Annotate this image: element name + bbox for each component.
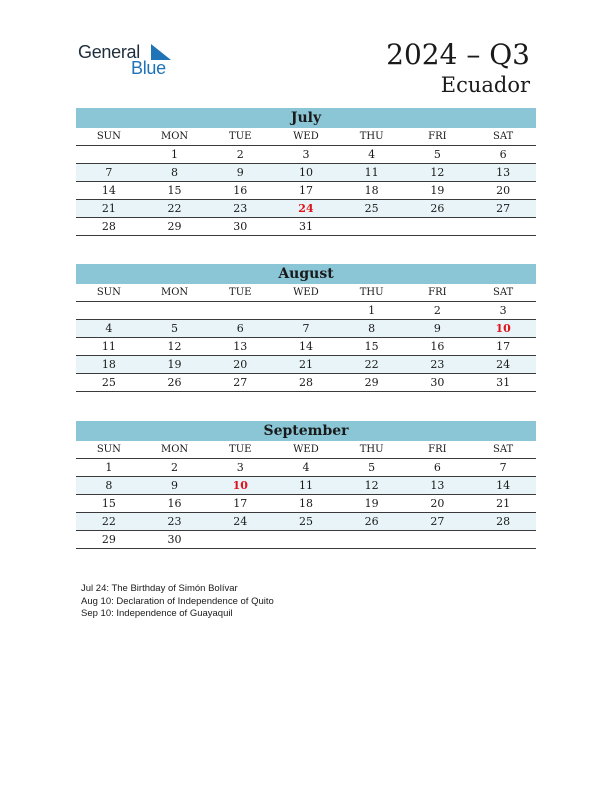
week-row [76, 302, 536, 320]
day-cell: 16 [142, 495, 208, 513]
weekday-label: THU [359, 131, 384, 142]
day-cell: 25 [273, 513, 339, 531]
day-cell: 5 [339, 459, 405, 477]
day-cell [142, 302, 208, 320]
holiday-notes [81, 583, 274, 621]
weekday-header-row [76, 284, 536, 302]
weekday-label: FRI [428, 287, 447, 298]
day-cell: 24 [273, 200, 339, 218]
day-cell: 21 [470, 495, 536, 513]
week-row [76, 320, 536, 338]
day-cell: 14 [470, 477, 536, 495]
day-cell [405, 531, 471, 549]
month-table [76, 284, 536, 392]
day-cell: 26 [339, 513, 405, 531]
month-calendar-july [76, 108, 536, 236]
day-cell [207, 302, 273, 320]
day-cell: 20 [207, 356, 273, 374]
weekday-label: MON [160, 444, 189, 455]
day-cell: 19 [339, 495, 405, 513]
day-cell: 29 [76, 531, 142, 549]
day-cell: 4 [339, 146, 405, 164]
day-cell: 7 [273, 320, 339, 338]
day-cell: 29 [142, 218, 208, 236]
month-table [76, 128, 536, 236]
day-cell: 16 [207, 182, 273, 200]
day-cell: 22 [76, 513, 142, 531]
country-name: Ecuador [440, 73, 530, 97]
week-row [76, 459, 536, 477]
day-cell: 22 [142, 200, 208, 218]
day-cell [470, 218, 536, 236]
holiday-note: Aug 10: Declaration of Independence of Quito [81, 595, 274, 607]
day-cell [207, 531, 273, 549]
day-cell: 14 [76, 182, 142, 200]
weekday-label: THU [359, 287, 384, 298]
weekday-label: SAT [493, 131, 514, 142]
weekday-label: MON [160, 287, 189, 298]
weekday-header-row [76, 128, 536, 146]
day-cell: 5 [142, 320, 208, 338]
day-cell: 8 [76, 477, 142, 495]
logo-general-text: General [78, 42, 140, 62]
week-row [76, 495, 536, 513]
day-cell: 7 [470, 459, 536, 477]
day-cell: 18 [76, 356, 142, 374]
day-cell: 9 [142, 477, 208, 495]
day-cell: 17 [273, 182, 339, 200]
day-cell: 30 [207, 218, 273, 236]
week-row [76, 477, 536, 495]
day-cell: 11 [76, 338, 142, 356]
day-cell: 16 [405, 338, 471, 356]
day-cell: 9 [207, 164, 273, 182]
day-cell: 9 [405, 320, 471, 338]
day-cell: 31 [273, 218, 339, 236]
weekday-header-row [76, 441, 536, 459]
weekday-label: TUE [229, 444, 252, 455]
month-calendar-august [76, 264, 536, 392]
day-cell: 2 [405, 302, 471, 320]
weekday-label: TUE [229, 287, 252, 298]
month-header: September [76, 421, 536, 441]
day-cell: 27 [470, 200, 536, 218]
day-cell: 14 [273, 338, 339, 356]
week-row [76, 218, 536, 236]
page-title: 2024 – Q3 [386, 38, 530, 71]
day-cell: 22 [339, 356, 405, 374]
weekday-label: WED [293, 444, 319, 455]
month-calendar-september [76, 421, 536, 549]
day-cell: 10 [207, 477, 273, 495]
weekday-label: SAT [493, 287, 514, 298]
day-cell: 23 [207, 200, 273, 218]
day-cell: 15 [76, 495, 142, 513]
week-row [76, 356, 536, 374]
day-cell: 13 [470, 164, 536, 182]
month-header: July [76, 108, 536, 128]
day-cell [339, 218, 405, 236]
holiday-note: Sep 10: Independence of Guayaquil [81, 608, 233, 619]
day-cell: 29 [339, 374, 405, 392]
day-cell: 15 [142, 182, 208, 200]
week-row [76, 531, 536, 549]
day-cell: 13 [405, 477, 471, 495]
day-cell: 5 [405, 146, 471, 164]
day-cell: 23 [142, 513, 208, 531]
day-cell: 10 [470, 320, 536, 338]
logo-blue-text: Blue [131, 58, 166, 78]
day-cell: 3 [273, 146, 339, 164]
day-cell: 6 [207, 320, 273, 338]
day-cell: 7 [76, 164, 142, 182]
weekday-label: SUN [96, 131, 121, 142]
week-row [76, 374, 536, 392]
day-cell: 12 [339, 477, 405, 495]
day-cell [273, 531, 339, 549]
day-cell: 25 [339, 200, 405, 218]
day-cell: 18 [339, 182, 405, 200]
day-cell: 3 [470, 302, 536, 320]
day-cell: 2 [207, 146, 273, 164]
month-table [76, 441, 536, 549]
month-header: August [76, 264, 536, 284]
day-cell: 24 [207, 513, 273, 531]
day-cell: 21 [273, 356, 339, 374]
day-cell: 27 [207, 374, 273, 392]
day-cell: 25 [76, 374, 142, 392]
day-cell: 30 [405, 374, 471, 392]
day-cell: 2 [142, 459, 208, 477]
day-cell: 12 [142, 338, 208, 356]
week-row [76, 513, 536, 531]
day-cell: 1 [76, 459, 142, 477]
weekday-label: TUE [229, 131, 252, 142]
weekday-label: WED [293, 287, 319, 298]
week-row [76, 200, 536, 218]
day-cell: 28 [470, 513, 536, 531]
day-cell: 27 [405, 513, 471, 531]
day-cell: 31 [470, 374, 536, 392]
week-row [76, 146, 536, 164]
weekday-label: THU [359, 444, 384, 455]
week-row [76, 182, 536, 200]
day-cell [76, 302, 142, 320]
day-cell: 6 [470, 146, 536, 164]
day-cell: 30 [142, 531, 208, 549]
weekday-label: SUN [96, 287, 121, 298]
day-cell: 10 [273, 164, 339, 182]
day-cell: 26 [142, 374, 208, 392]
week-row [76, 338, 536, 356]
day-cell [339, 531, 405, 549]
day-cell: 24 [470, 356, 536, 374]
day-cell: 6 [405, 459, 471, 477]
day-cell: 15 [339, 338, 405, 356]
day-cell [273, 302, 339, 320]
day-cell: 19 [142, 356, 208, 374]
weekday-label: FRI [428, 131, 447, 142]
day-cell: 4 [273, 459, 339, 477]
day-cell: 20 [470, 182, 536, 200]
weekday-label: SAT [493, 444, 514, 455]
weekday-label: WED [293, 131, 319, 142]
day-cell: 28 [76, 218, 142, 236]
day-cell: 1 [339, 302, 405, 320]
day-cell: 23 [405, 356, 471, 374]
day-cell: 28 [273, 374, 339, 392]
holiday-note: Jul 24: The Birthday of Simón Bolívar [81, 583, 238, 594]
day-cell: 21 [76, 200, 142, 218]
day-cell [470, 531, 536, 549]
day-cell: 8 [339, 320, 405, 338]
weekday-label: MON [160, 131, 189, 142]
day-cell [76, 146, 142, 164]
day-cell: 3 [207, 459, 273, 477]
day-cell: 11 [273, 477, 339, 495]
day-cell: 13 [207, 338, 273, 356]
weekday-label: SUN [96, 444, 121, 455]
day-cell: 19 [405, 182, 471, 200]
day-cell [405, 218, 471, 236]
weekday-label: FRI [428, 444, 447, 455]
day-cell: 17 [470, 338, 536, 356]
day-cell: 4 [76, 320, 142, 338]
day-cell: 12 [405, 164, 471, 182]
day-cell: 1 [142, 146, 208, 164]
logo [78, 40, 178, 80]
day-cell: 8 [142, 164, 208, 182]
week-row [76, 164, 536, 182]
day-cell: 20 [405, 495, 471, 513]
day-cell: 11 [339, 164, 405, 182]
day-cell: 26 [405, 200, 471, 218]
day-cell: 17 [207, 495, 273, 513]
day-cell: 18 [273, 495, 339, 513]
